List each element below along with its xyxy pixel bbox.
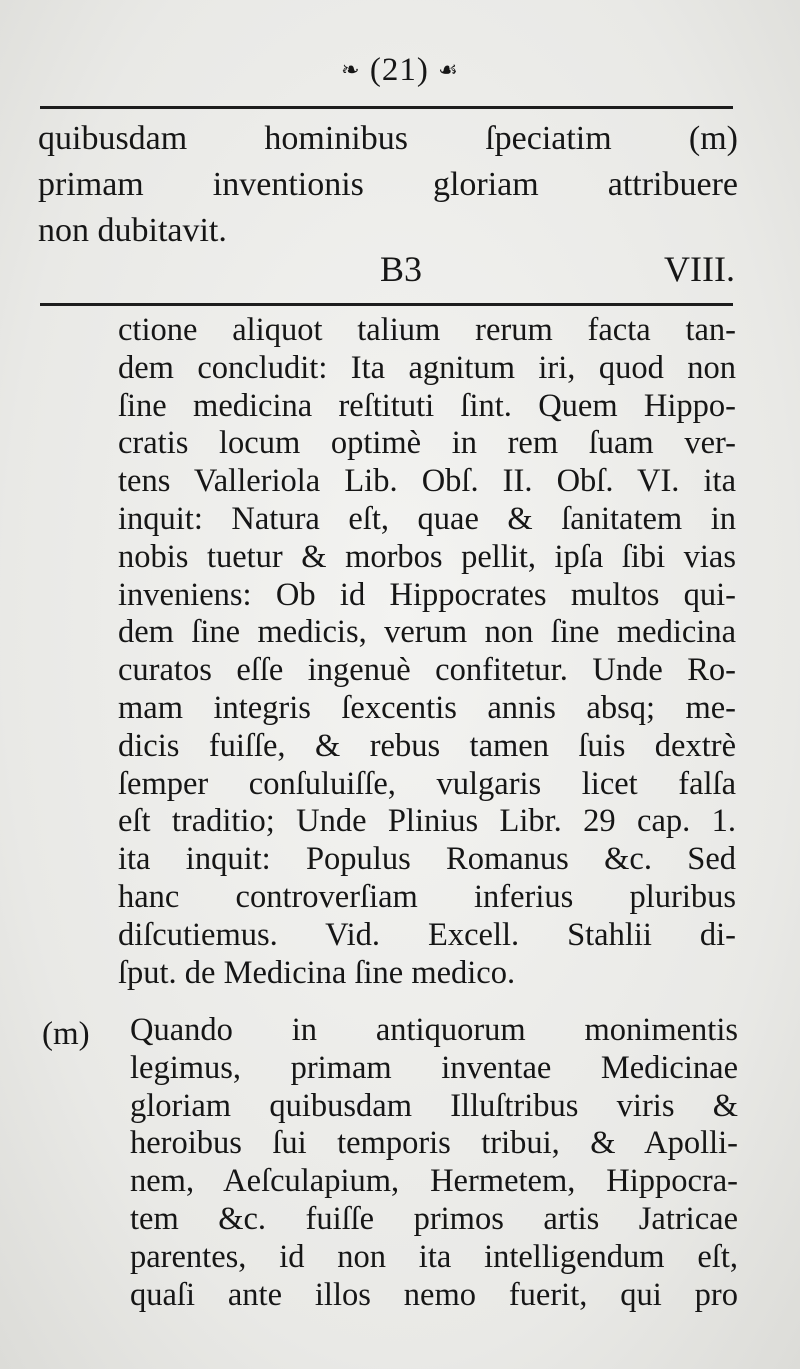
text-line: ſemper conſuluiſſe, vulgaris licet falſa bbox=[118, 765, 736, 802]
text-line: primam inventionis gloriam attribuere bbox=[38, 166, 738, 203]
catchword: VIII. bbox=[664, 249, 735, 289]
text-line: quibusdam hominibus ſpeciatim (m) bbox=[38, 120, 738, 157]
signature-line bbox=[40, 248, 735, 294]
text-line: non dubitavit. bbox=[38, 212, 227, 249]
text-line: eſt traditio; Unde Plinius Libr. 29 cap. 1. bbox=[118, 803, 736, 840]
text-line: ita inquit: Populus Romanus &c. Sed bbox=[118, 841, 736, 878]
section-rule bbox=[40, 303, 733, 306]
text-line: cratis locum optimè in rem ſuam ver- bbox=[118, 425, 736, 462]
text-line: inveniens: Ob id Hippocrates multos qui- bbox=[118, 576, 736, 613]
text-line: ſine medicina reſtituti ſint. Quem Hippo- bbox=[118, 387, 736, 424]
text-line: hanc controverſiam inferius pluribus bbox=[118, 878, 736, 915]
footnote-m-text bbox=[130, 1012, 738, 1314]
text-line: diſcutiemus. Vid. Excell. Stahlii di- bbox=[118, 916, 736, 953]
text-line: mam integris ſexcentis annis absq; me- bbox=[118, 689, 736, 726]
text-line: tem &c. fuiſſe primos artis Jatricae bbox=[130, 1200, 738, 1237]
text-line: Quando in antiquorum monimentis bbox=[130, 1012, 738, 1048]
ornament-left-icon: ❧ bbox=[341, 57, 361, 82]
text-line: parentes, id non ita intelligendum eſt, bbox=[130, 1238, 738, 1275]
text-line: curatos eſſe ingenuè confitetur. Unde Ro- bbox=[118, 652, 736, 689]
text-line: nobis tuetur & morbos pellit, ipſa ſibi vias bbox=[118, 538, 736, 575]
text-line: quaſi ante illos nemo fuerit, qui pro bbox=[130, 1276, 738, 1313]
text-line: heroibus ſui temporis tribui, & Apolli- bbox=[130, 1125, 738, 1162]
footnote-continuation bbox=[38, 116, 738, 254]
text-line: tens Valleriola Lib. Obſ. II. Obſ. VI. ita bbox=[118, 463, 736, 500]
ornament-right-icon: ☙ bbox=[438, 57, 459, 82]
text-line: dem ſine medicis, verum non ſine medicina bbox=[118, 614, 736, 651]
text-line: gloriam quibusdam Illuſtribus viris & bbox=[130, 1087, 738, 1124]
text-line: legimus, primam inventae Medicinae bbox=[130, 1049, 738, 1086]
header-rule bbox=[40, 106, 733, 109]
text-line: dicis fuiſſe, & rebus tamen ſuis dextrè bbox=[118, 727, 736, 764]
text-line: ctione aliquot talium rerum facta tan- bbox=[118, 312, 736, 348]
footnote-label: (m) bbox=[42, 1016, 90, 1052]
page-header bbox=[0, 52, 800, 89]
text-line: nem, Aeſculapium, Hermetem, Hippocra- bbox=[130, 1163, 738, 1200]
text-line: ſput. de Medicina ſine medico. bbox=[118, 954, 516, 991]
page-number: (21) bbox=[369, 52, 429, 88]
text-line: inquit: Natura eſt, quae & ſanitatem in bbox=[118, 500, 736, 537]
text-line: dem concludit: Ita agnitum iri, quod non bbox=[118, 349, 736, 386]
footnote-body bbox=[118, 312, 736, 992]
signature-mark: B3 bbox=[380, 249, 423, 289]
